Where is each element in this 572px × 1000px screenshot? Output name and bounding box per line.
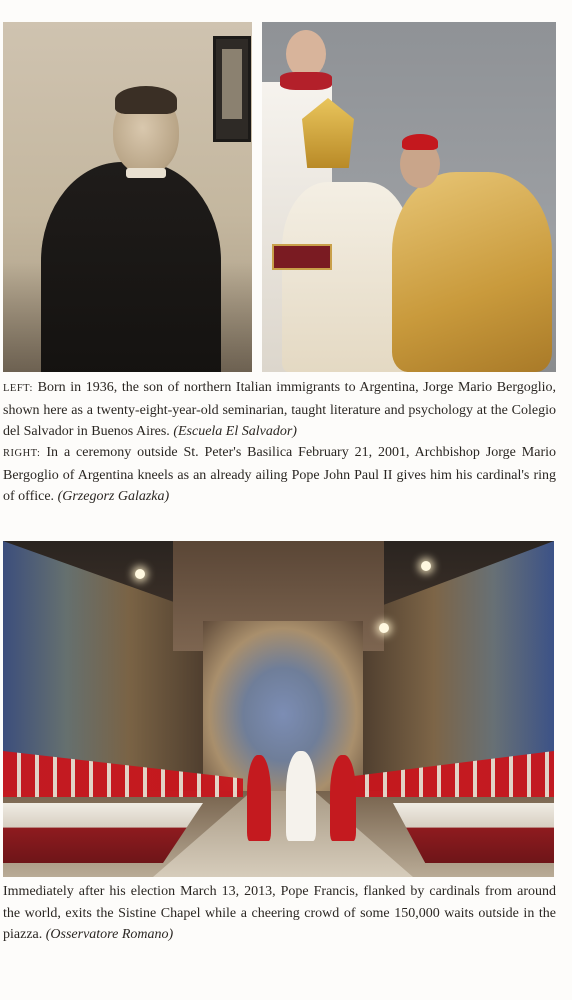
table-left [3,803,203,863]
kneeling-archbishop-figure [392,172,552,372]
photo-credit-right: (Grzegorz Galazka) [57,489,170,504]
caption-lead-right: RIGHT: [3,448,41,459]
picture-frame [213,36,251,142]
zucchetto [402,134,438,150]
caption-text-bottom: Immediately after his election March 13, 2013, Pope Francis, flanked by cardinals from around the world, exits the Sistine Chapel while a cheering crowd of some 150,000 waits outside in the piazza. [3,884,556,942]
caption-bottom-photo [3,881,556,946]
table-right [393,803,554,863]
lamp [135,569,145,579]
caption-right-photo [3,442,556,508]
cassock [41,162,221,372]
photo-credit-left: (Escuela El Salvador) [173,424,297,439]
chapel-wall-right [354,541,554,791]
caption-left-photo [3,377,556,443]
photo-credit-bottom: (Osservatore Romano) [45,927,174,942]
pope-francis-figure [286,751,316,841]
caption-text-right: In a ceremony outside St. Peter's Basilica February 21, 2001, Archbishop Jorge Mario Bergoglio of Argentina kneels as an already ailing Pope John Paul II gives him his cardinal's ring of office. [3,445,557,504]
cardinal-figure [247,755,271,841]
photo-seminarian-portrait [3,22,252,372]
caption-lead-left: LEFT: [3,383,33,394]
lamp [379,623,389,633]
cardinal-figure [330,755,356,841]
caption-text-left: Born in 1936, the son of northern Italian immigrants to Argentina, Jorge Mario Bergoglio, shown here as a twenty-eight-year-old seminarian, taught literature and psychology at the Colegio del Salvador in Buenos Aires. [3,380,557,439]
photo-cardinal-ceremony [262,22,556,372]
clerical-collar [126,168,166,178]
photo-sistine-chapel [3,541,554,877]
lamp [421,561,431,571]
book [272,244,332,270]
